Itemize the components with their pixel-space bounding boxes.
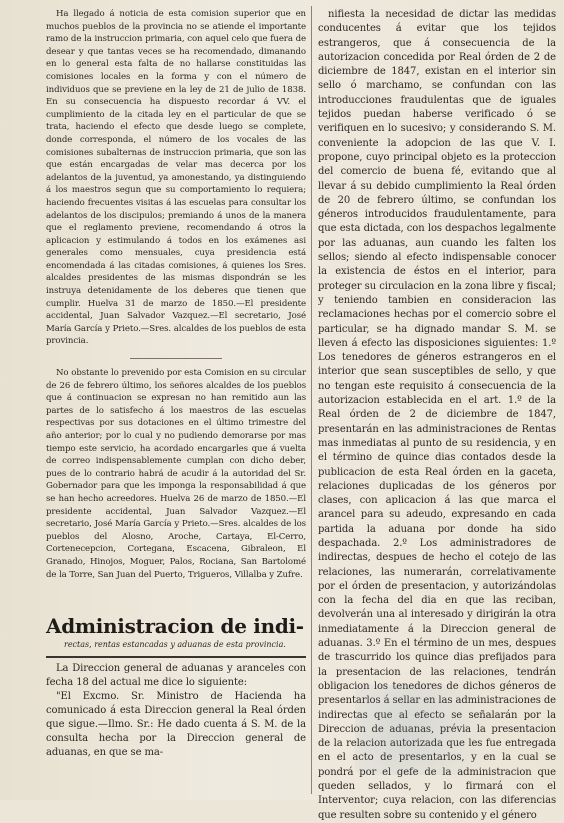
circular-maestros-dotaciones: No obstante lo prevenido por esta Comision en su circular de 26 de febrero último, los señores alcaldes de los pueblos que á continuacion se expresan no han remitido aun las partes de lo satisfecho á los maestros de las escuelas respectivas por sus dotaciones en el último trimestre del año anterior; por lo cual y no pudiendo demorarse por mas tiempo este servicio, ha acordado encargarles que á vuelta de correo indispensablemente cumplan con dicho deber, pues de lo contrario habrá de acudir á la autoridad del Sr. Gobernador para que les imponga la responsabilidad á que se han hecho acreedores. Huelva 26 de marzo de 1850.—El presidente accidental, Juan Salvador Vazquez.—El secretario, José María García y Prieto.—Sres. alcaldes de los pueblos del Alosno, Aroche, Cartaya, El-Cerro, Cortenecepcion, Cortegana, Escacena, Gibraleon, El Granado, Hinojos, Moguer, Palos, Rociana, San Bartolomé de la Torre, San Juan del Puerto, Trigueros, Villalba y Zufre.: [46, 368, 306, 580]
heading-rule: [46, 656, 306, 658]
right-column: [318, 8, 556, 821]
left-column: [46, 8, 306, 798]
paragraph-separator: [130, 358, 222, 359]
real-orden-start: "El Excmo. Sr. Ministro de Hacienda ha comunicado á esta Direccion general la Real órden que sigue.—Ilmo. Sr.: He dado cuenta á S. M. de la consulta hecha por la Direccion general de aduanas, en que se ma-: [46, 691, 306, 759]
library-stamp-watermark: [355, 685, 527, 775]
direccion-general-intro: La Direccion general de aduanas y aranceles con fecha 18 del actual me dice lo siguiente:: [46, 663, 306, 689]
section-heading: Administracion de indi-: [46, 614, 304, 639]
circular-instruccion-primaria: Ha llegado á noticia de esta comision superior que en muchos pueblos de la provincia no se atiende el importante ramo de la instruccion primaria, con aquel celo que fuera de desear y que tantas veces se ha recomendado, dimanando en lo general esta falta de no hallarse constituidas las comisiones locales en la forma y con el número de individuos que se previene en la ley de 21 de julio de 1838. En su consecuencia ha dispuesto recordar á VV. el cumplimiento de la citada ley en el particular de que se trata, haciendo el efecto que desde luego se complete, donde corresponda, el número de los vocales de las comisiones subalternas de instruccion primaria, que son las que están encargadas de velar mas decerca por los adelantos de la juventud, ya amonestando, ya distinguiendo á los maestros segun que su comportamiento lo requiera; haciendo frecuentes visitas á las escuelas para consultar los adelantos de los discipulos; premiando á unos de la manera que el reglamento previene, recomendando á otros la aplicacion y estimulando á todos en los exámenes asi generales como mensuales, cuya presidencia está encomendada á las citadas comisiones, á quienes los Sres. alcaldes presidentes de las mismas dispondrán se les instruya detenidamente de los deberes que tienen que cumplir. Huelva 31 de marzo de 1850.—El presidente accidental, Juan Salvador Vazquez.—El secretario, José María García y Prieto.—Sres. alcaldes de los pueblos de esta provincia.: [46, 9, 306, 347]
section-subheading: rectas, rentas estancadas y aduanas de esta provincia.: [64, 640, 286, 650]
real-orden-continuation: nifiesta la necesidad de dictar las medidas conducentes á evitar que los tejidos estrangeros, que á consecuencia de la autorizacion concedida por Real órden de 2 de diciembre de 1847, existan en el interior sin sello ó marchamo, se confundan con las introducciones fraudulentas que de iguales tejidos puedan haberse verificado ó se verifiquen en lo sucesivo; y considerando S. M. conveniente la adopcion de las que V. I. propone, cuyo principal objeto es la proteccion del comercio de buena fé, evitando que al llevar á su debido cumplimiento la Real órden de 20 de febrero último, se confundan los géneros introducidos fraudulentamente, para que esta dictada, con los despachos legalmente por las aduanas, aun cuando les falten los sellos; siendo al efecto indispensable conocer la existencia de éstos en el interior, para proteger su circulacion en la zona libre y fiscal; y teniendo tambien en consideracion las reclamaciones hechas por el comercio sobre el particular, se ha dignado mandar S. M. se lleven á efecto las disposiciones siguientes: 1.º Los tenedores de géneros estrangeros en el interior que sean susceptibles de sello, y que no tengan este requisito á consecuencia de la autorizacion establecida en el art. 1.º de la Real órden de 2 de diciembre de 1847, presentarán en las administraciones de Rentas mas inmediatas al punto de su residencia, y en el término de quince dias contados desde la publicacion de esta Real órden en la gaceta, relaciones duplicadas de los géneros por clases, con aplicacion á las que marca el arancel para su adeudo, expresando en cada partida la aduana por donde ha sido despachada. 2.º Los administradores de indirectas, despues de hecho el cotejo de las relaciones, las numerarán, correlativamente por el órden de presentacion, y autorizándolas con la fecha del dia en que las reciban, devolverán una al interesado y dirigirán la otra inmediatamente á la Direccion general de aduanas. 3.º En el término de un mes, despues de trascurrido los quince dias prefijados para la presentacion de las relaciones, tendrán obligacion los tenedores de dichos géneros de presentarlos á sellar en las administraciones de indirectas que al efecto se señalarán por la Direccion de aduanas, prévia la presentacion de la relacion autorizada que les fue entregada en el acto de presentarlos, y en la cual se pondrá por el gefe de la administracion que queden sellados, y lo firmará con el Interventor; cuya relacion, con las diferencias que resulten sobre su contenido y el género: [318, 9, 556, 821]
column-divider: [311, 6, 312, 794]
aduanas-intro: [46, 662, 306, 760]
